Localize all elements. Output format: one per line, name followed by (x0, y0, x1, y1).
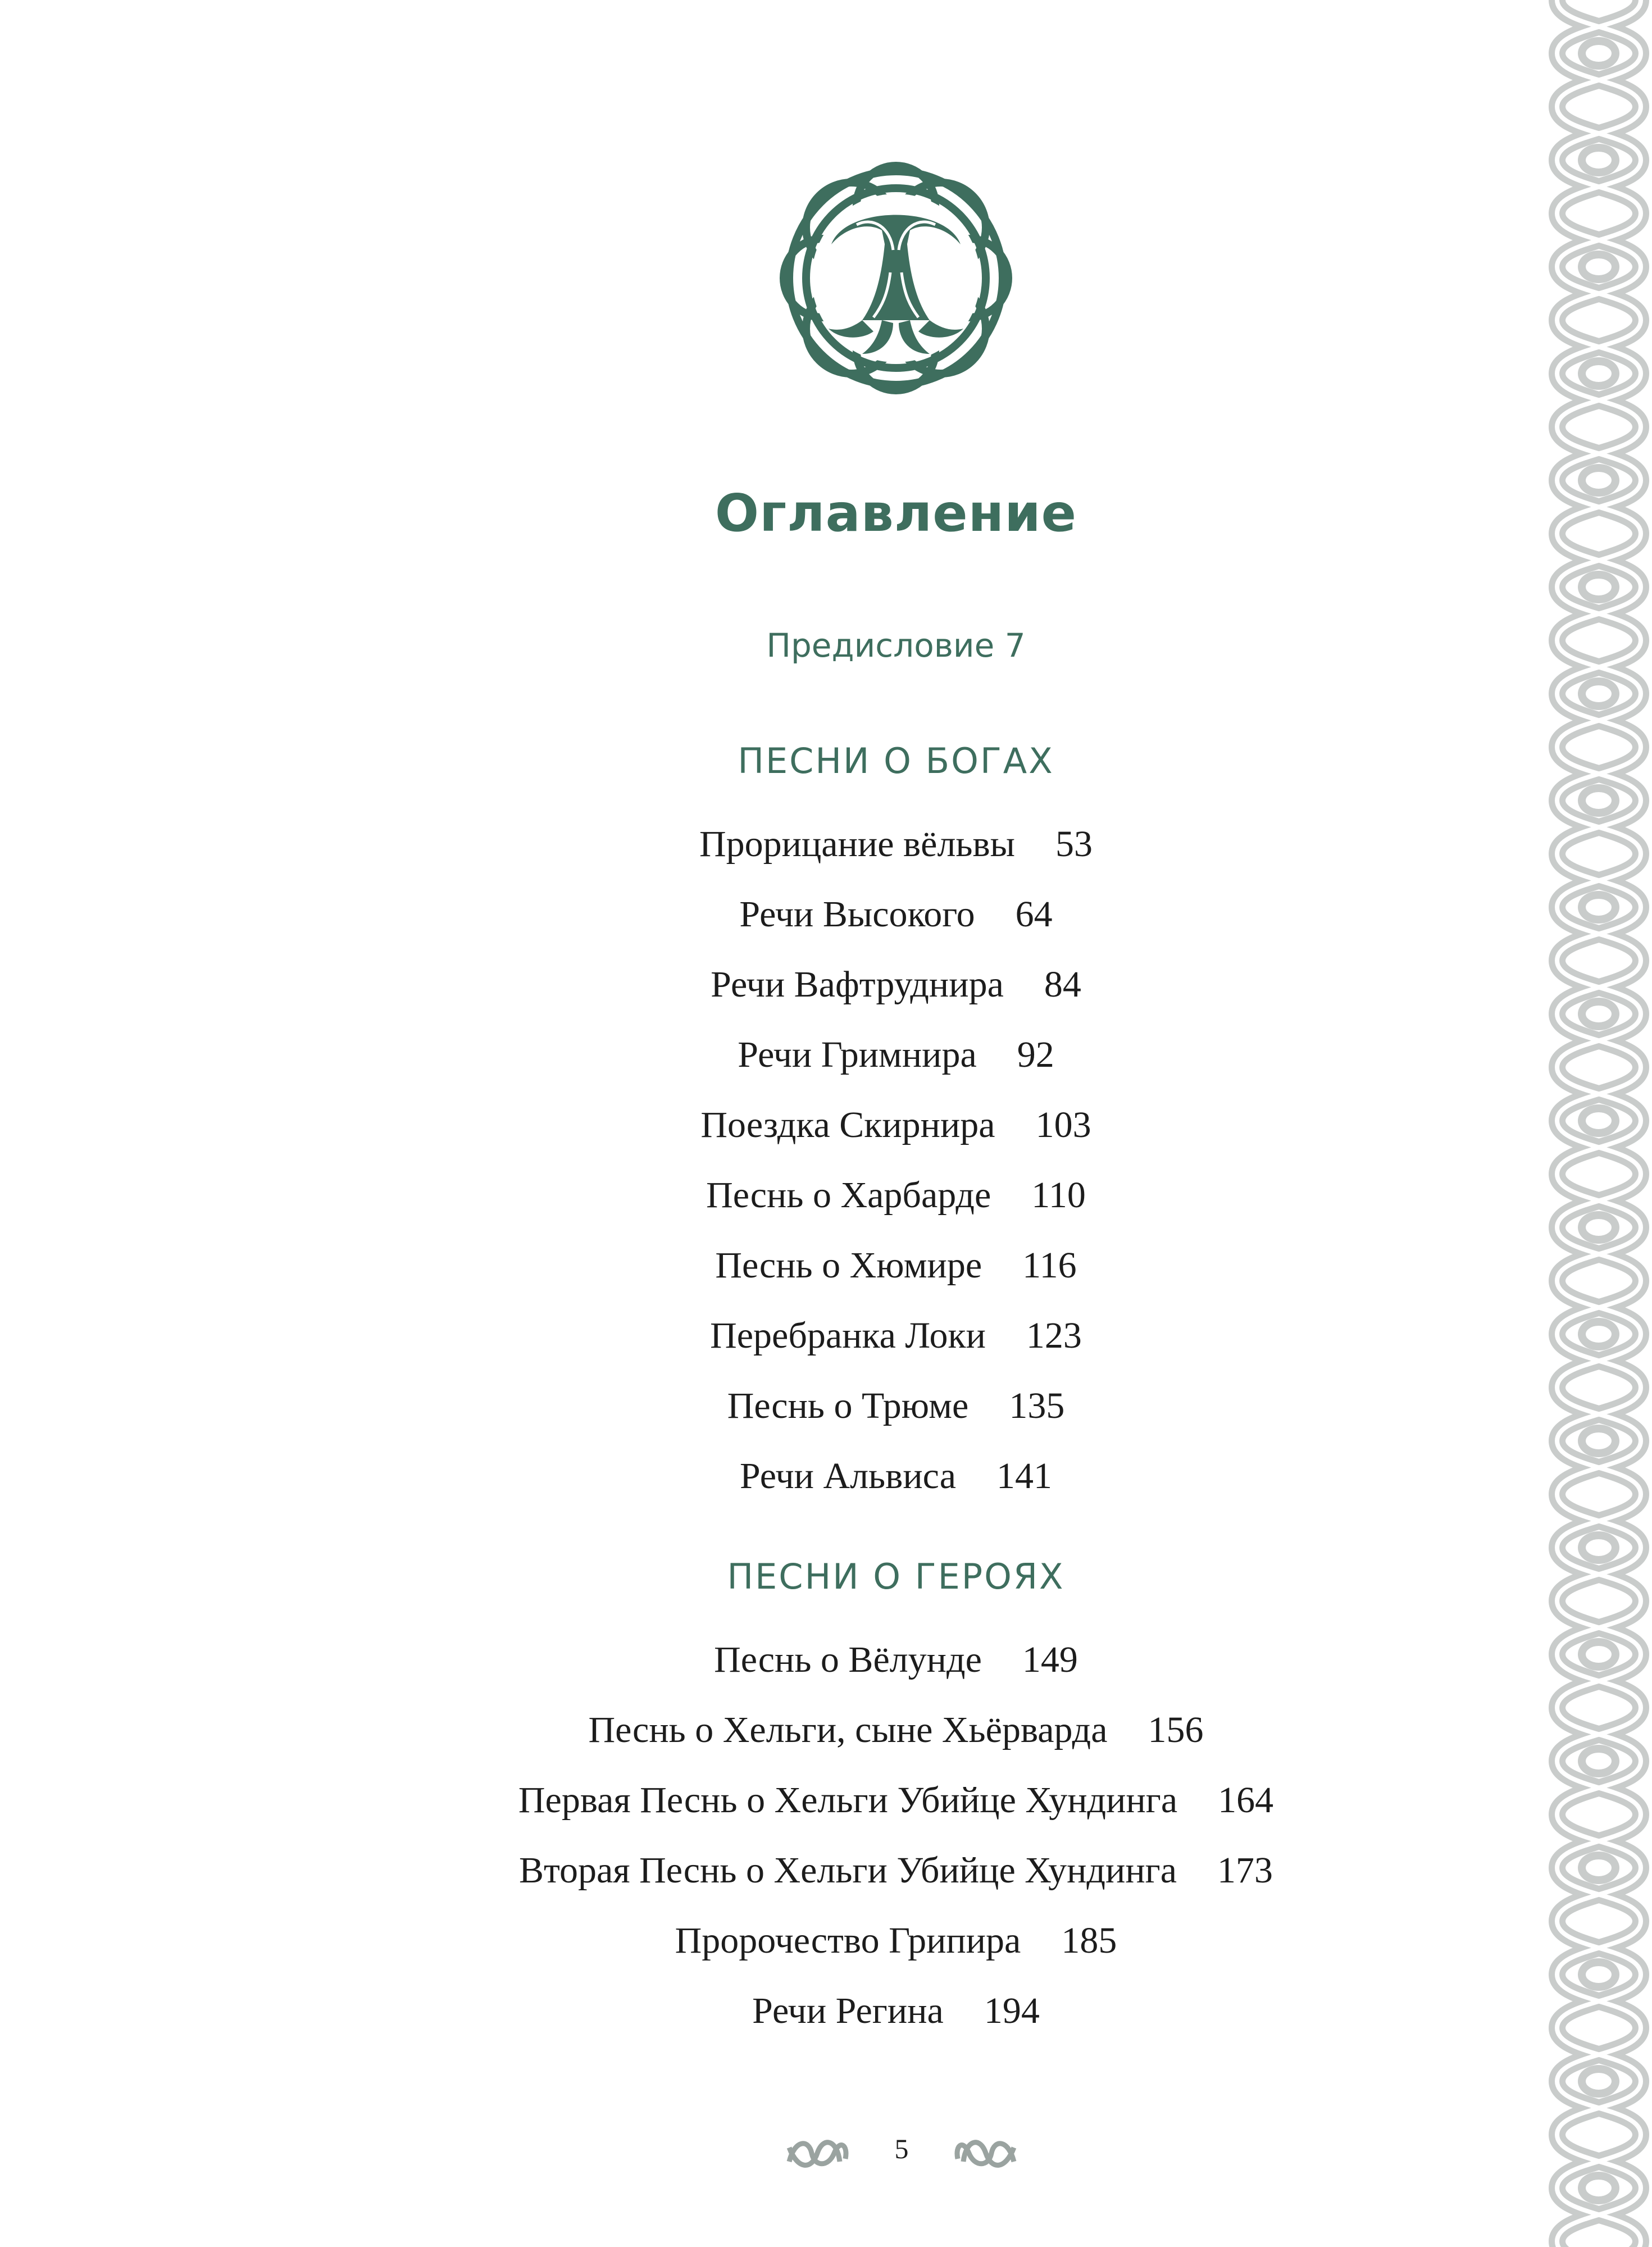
toc-list-gods (0, 809, 1652, 1511)
entry-title: Речи Высокого (739, 894, 975, 935)
page-number: 5 (894, 2133, 909, 2164)
toc-entry[interactable] (0, 1835, 1652, 1905)
entry-page: 185 (1061, 1920, 1117, 1961)
entry-title: Песнь о Вёлунде (714, 1639, 982, 1680)
entry-page: 135 (1009, 1385, 1065, 1426)
toc-entry[interactable] (0, 1625, 1652, 1695)
entry-page: 164 (1218, 1780, 1274, 1821)
toc-entry[interactable] (0, 949, 1652, 1020)
toc-entry[interactable] (0, 1020, 1652, 1090)
toc-entry[interactable] (0, 1765, 1652, 1835)
toc-entry[interactable] (0, 1371, 1652, 1441)
entry-page: 141 (996, 1455, 1053, 1497)
entry-title: Вторая Песнь о Хельги Убийце Хундинга (518, 1850, 1177, 1891)
entry-page: 149 (1022, 1639, 1078, 1680)
entry-title: Пророчество Грипира (675, 1920, 1021, 1961)
toc-entry[interactable] (0, 1230, 1652, 1300)
entry-title: Речи Гримнира (738, 1034, 977, 1075)
entry-title: Речи Регина (752, 1990, 944, 2031)
entry-page: 53 (1055, 824, 1093, 865)
toc-entry[interactable] (0, 1441, 1652, 1511)
section-heading-heroes: ПЕСНИ О ГЕРОЯХ (727, 1556, 1065, 1597)
preface-entry[interactable]: Предисловие 7 (766, 626, 1026, 665)
tree-of-life-celtic-knot-icon (778, 160, 1014, 396)
entry-page: 92 (1017, 1034, 1054, 1075)
entry-title: Песнь о Хельги, сыне Хьёрварда (588, 1709, 1108, 1750)
entry-title: Первая Песнь о Хельги Убийце Хундинга (518, 1780, 1178, 1821)
toc-entry[interactable] (0, 1695, 1652, 1765)
entry-title: Песнь о Хюмире (715, 1245, 982, 1286)
entry-title: Речи Вафтруднира (711, 964, 1004, 1005)
entry-page: 156 (1148, 1709, 1204, 1750)
toc-entry[interactable] (0, 1976, 1652, 2046)
toc-entry[interactable] (0, 1905, 1652, 1976)
entry-title: Перебранка Локи (710, 1315, 986, 1356)
entry-page: 64 (1015, 894, 1053, 935)
page-title: Оглавление (714, 483, 1077, 543)
entry-page: 173 (1217, 1850, 1273, 1891)
entry-page: 123 (1026, 1315, 1082, 1356)
entry-page: 110 (1031, 1175, 1086, 1216)
entry-page: 194 (984, 1990, 1040, 2031)
toc-entry[interactable] (0, 1160, 1652, 1230)
toc-entry[interactable] (0, 1090, 1652, 1160)
entry-title: Прорицание вёльвы (699, 824, 1016, 865)
entry-title: Песнь о Трюме (727, 1385, 969, 1426)
entry-title: Поездка Скирнира (700, 1104, 995, 1145)
page-footer (784, 2122, 1020, 2184)
toc-entry[interactable] (0, 809, 1652, 879)
toc-entry[interactable] (0, 879, 1652, 949)
toc-entry[interactable] (0, 1300, 1652, 1371)
entry-page: 103 (1035, 1104, 1091, 1145)
knot-ornament-icon (952, 2128, 1020, 2178)
entry-title: Речи Альвиса (739, 1455, 957, 1497)
toc-list-heroes (0, 1625, 1652, 2046)
entry-page: 84 (1044, 964, 1081, 1005)
section-heading-gods: ПЕСНИ О БОГАХ (738, 740, 1054, 781)
entry-title: Песнь о Харбарде (706, 1175, 991, 1216)
entry-page: 116 (1022, 1245, 1077, 1286)
